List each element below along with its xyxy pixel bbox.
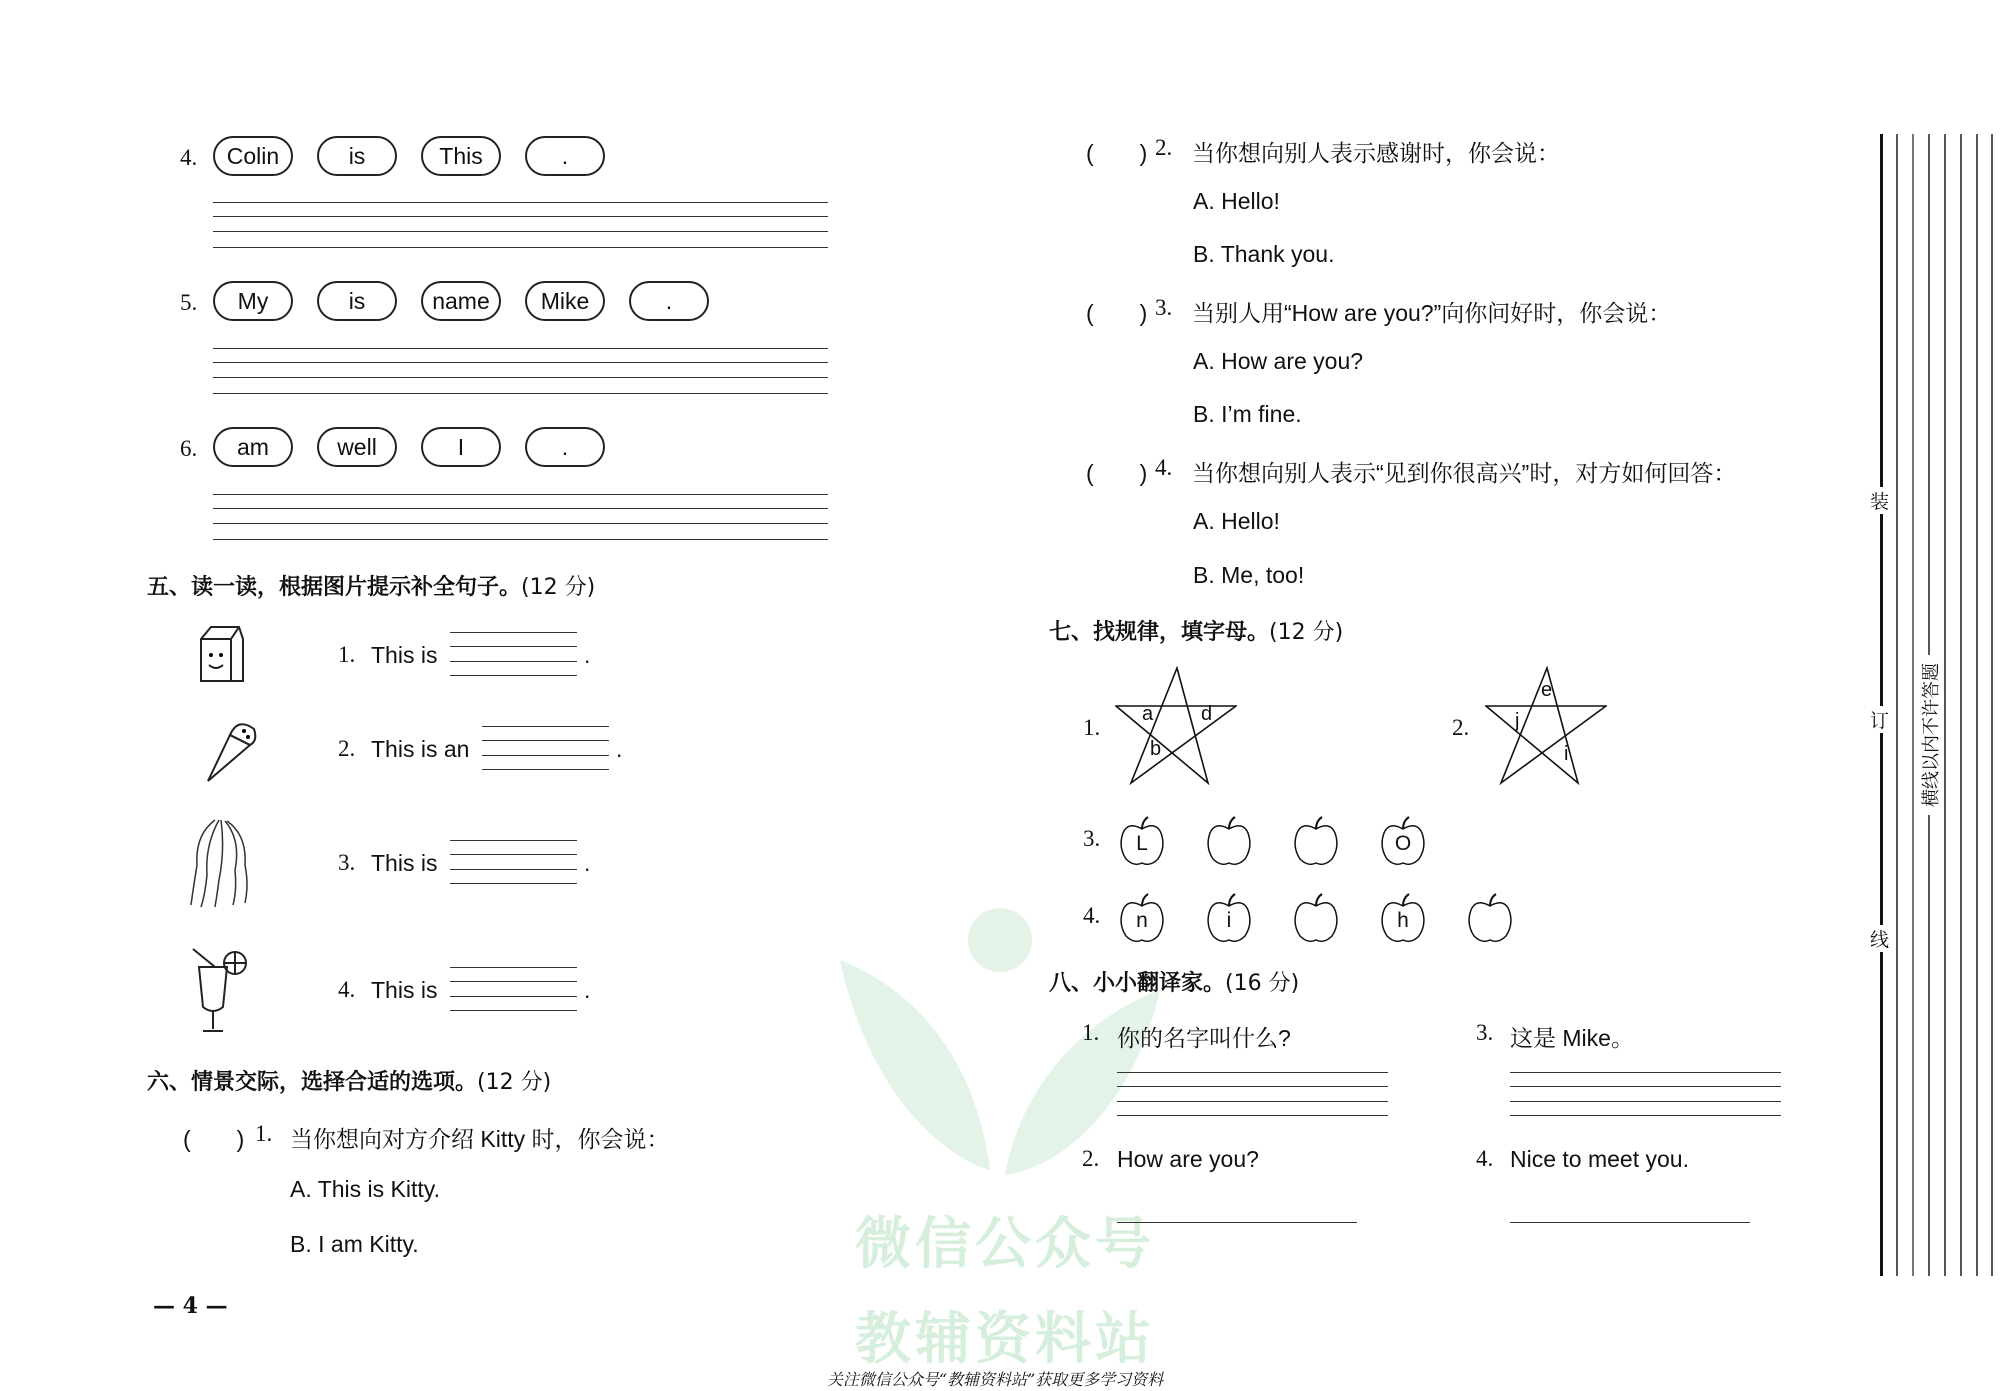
word-cloud: Mike	[525, 281, 605, 321]
binding-char: 装	[1870, 487, 1889, 514]
answer-paren[interactable]: ( )	[1086, 300, 1148, 326]
answer-line[interactable]	[1510, 1222, 1750, 1223]
item-number: 2.	[1082, 1146, 1100, 1171]
ruled-line	[1960, 134, 1962, 1276]
answer-paren[interactable]: ( )	[1086, 140, 1148, 166]
answer-lines[interactable]	[482, 726, 609, 770]
word-cloud: well	[317, 427, 397, 467]
answer-paren[interactable]: ( )	[183, 1126, 245, 1152]
footer-note: 关注微信公众号“教辅资料站”获取更多学习资料	[826, 1370, 1164, 1389]
star-letter: i	[1564, 743, 1569, 765]
apple-icon	[1292, 815, 1340, 867]
watermark-line2: 教辅资料站	[855, 1307, 1155, 1372]
star-puzzle-2	[1485, 666, 1607, 786]
answer-lines[interactable]	[1510, 1072, 1781, 1116]
writing-lines[interactable]	[213, 494, 828, 540]
item-number: 4.	[180, 145, 198, 170]
item-number: 4.	[338, 977, 356, 1002]
apple-letter: n	[1136, 909, 1148, 932]
question-text: 当你想向别人表示感谢时，你会说：	[1192, 140, 1560, 166]
star-letter: a	[1142, 703, 1154, 725]
option-a: A. Hello!	[1193, 508, 1280, 534]
question-number: 3.	[1155, 295, 1173, 320]
ice-cream-icon	[200, 715, 260, 785]
star-letter: e	[1541, 679, 1553, 701]
star-icon	[1115, 666, 1237, 786]
sentence-start: This is	[371, 642, 438, 668]
option-a: A. Hello!	[1193, 188, 1280, 214]
writing-lines[interactable]	[213, 202, 828, 248]
question-number: 1.	[255, 1121, 273, 1146]
item-number: 6.	[180, 436, 198, 461]
binding-char: 订	[1870, 706, 1889, 733]
binding-char: 线	[1870, 925, 1889, 952]
option-b: B. I am Kitty.	[290, 1231, 419, 1257]
sentence-start: This is an	[371, 736, 470, 762]
option-b: B. Me, too!	[1193, 562, 1305, 588]
apple-apples4-4	[1379, 892, 1427, 944]
juice-icon	[185, 945, 255, 1035]
answer-paren[interactable]: ( )	[1086, 460, 1148, 486]
item-number: 2.	[1452, 715, 1470, 740]
option-b: B. Thank you.	[1193, 241, 1335, 267]
item-number: 1.	[1082, 1020, 1100, 1045]
sentence-end: .	[584, 977, 591, 1003]
page-number: — 4 —	[153, 1293, 228, 1319]
item-text: 这是 Mike。	[1510, 1025, 1634, 1051]
word-cloud: .	[525, 136, 605, 176]
apple-letter: O	[1394, 832, 1412, 855]
item-number: 3.	[338, 850, 356, 875]
apple-icon	[1466, 892, 1514, 944]
word-cloud: is	[317, 136, 397, 176]
question-number: 2.	[1155, 135, 1173, 160]
section-5-title: 五、读一读，根据图片提示补全句子。(12 分)	[147, 575, 596, 600]
option-b: B. I’m fine.	[1193, 401, 1302, 427]
apple-apples4-1	[1118, 892, 1166, 944]
option-a: A. How are you?	[1193, 348, 1364, 374]
star-letter: b	[1150, 738, 1162, 760]
hair-icon	[185, 815, 255, 910]
sentence-start: This is	[371, 977, 438, 1003]
ruled-line	[1991, 134, 1993, 1276]
word-cloud: I	[421, 427, 501, 467]
apple-apples4-3[interactable]	[1292, 892, 1340, 944]
question-text: 当你想向别人表示“见到你很高兴”时，对方如何回答：	[1192, 460, 1737, 486]
sentence-end: .	[584, 850, 591, 876]
apple-letter: L	[1136, 832, 1148, 855]
star-letter: d	[1201, 703, 1213, 725]
answer-line[interactable]	[1117, 1222, 1357, 1223]
apple-apples4-2	[1205, 892, 1253, 944]
sentence-end: .	[616, 736, 623, 762]
item-number: 1.	[338, 642, 356, 667]
item-number: 4.	[1476, 1146, 1494, 1171]
ruled-line	[1912, 134, 1914, 1276]
apple-letter: h	[1397, 909, 1409, 932]
ruled-line	[1976, 134, 1978, 1276]
star-puzzle-1	[1115, 666, 1237, 786]
apple-apples3-3[interactable]	[1292, 815, 1340, 867]
answer-lines[interactable]	[450, 632, 577, 676]
binding-note: 横线以内不许答题	[1917, 655, 1943, 815]
apple-apples3-4	[1379, 815, 1427, 867]
question-text: 当你想向对方介绍 Kitty 时，你会说：	[290, 1126, 670, 1152]
sentence-start: This is	[371, 850, 438, 876]
item-text: 你的名字叫什么?	[1117, 1025, 1291, 1051]
word-cloud: is	[317, 281, 397, 321]
word-cloud: This	[421, 136, 501, 176]
question-text: 当别人用“How are you?”向你问好时，你会说：	[1192, 300, 1672, 326]
word-cloud: name	[421, 281, 501, 321]
item-text: How are you?	[1117, 1146, 1259, 1172]
answer-lines[interactable]	[450, 840, 577, 884]
answer-lines[interactable]	[1117, 1072, 1388, 1116]
word-cloud: .	[629, 281, 709, 321]
apple-letter: i	[1226, 909, 1232, 932]
apple-apples3-1	[1118, 815, 1166, 867]
word-cloud: Colin	[213, 136, 293, 176]
section-8-title: 八、小小翻译家。(16 分)	[1049, 971, 1300, 996]
item-number: 3.	[1083, 826, 1101, 851]
option-a: A. This is Kitty.	[290, 1176, 440, 1202]
item-number: 1.	[1083, 715, 1101, 740]
star-letter: j	[1515, 710, 1520, 732]
writing-lines[interactable]	[213, 348, 828, 394]
word-cloud: My	[213, 281, 293, 321]
milk-carton-icon	[195, 625, 247, 685]
item-text: Nice to meet you.	[1510, 1146, 1689, 1172]
apple-apples4-5[interactable]	[1466, 892, 1514, 944]
apple-icon	[1292, 892, 1340, 944]
section-7-title: 七、找规律，填字母。(12 分)	[1049, 620, 1344, 645]
ruled-line	[1944, 134, 1946, 1276]
apple-icon	[1205, 815, 1253, 867]
question-number: 4.	[1155, 455, 1173, 480]
item-number: 5.	[180, 290, 198, 315]
word-cloud: am	[213, 427, 293, 467]
apple-apples3-2[interactable]	[1205, 815, 1253, 867]
answer-lines[interactable]	[450, 967, 577, 1011]
word-cloud: .	[525, 427, 605, 467]
section-6-title: 六、情景交际，选择合适的选项。(12 分)	[147, 1070, 552, 1095]
sentence-end: .	[584, 642, 591, 668]
item-number: 4.	[1083, 903, 1101, 928]
item-number: 2.	[338, 736, 356, 761]
watermark-line1: 微信公众号	[855, 1212, 1155, 1277]
ruled-line	[1896, 134, 1898, 1276]
item-number: 3.	[1476, 1020, 1494, 1045]
binding-line	[1880, 134, 1883, 1276]
